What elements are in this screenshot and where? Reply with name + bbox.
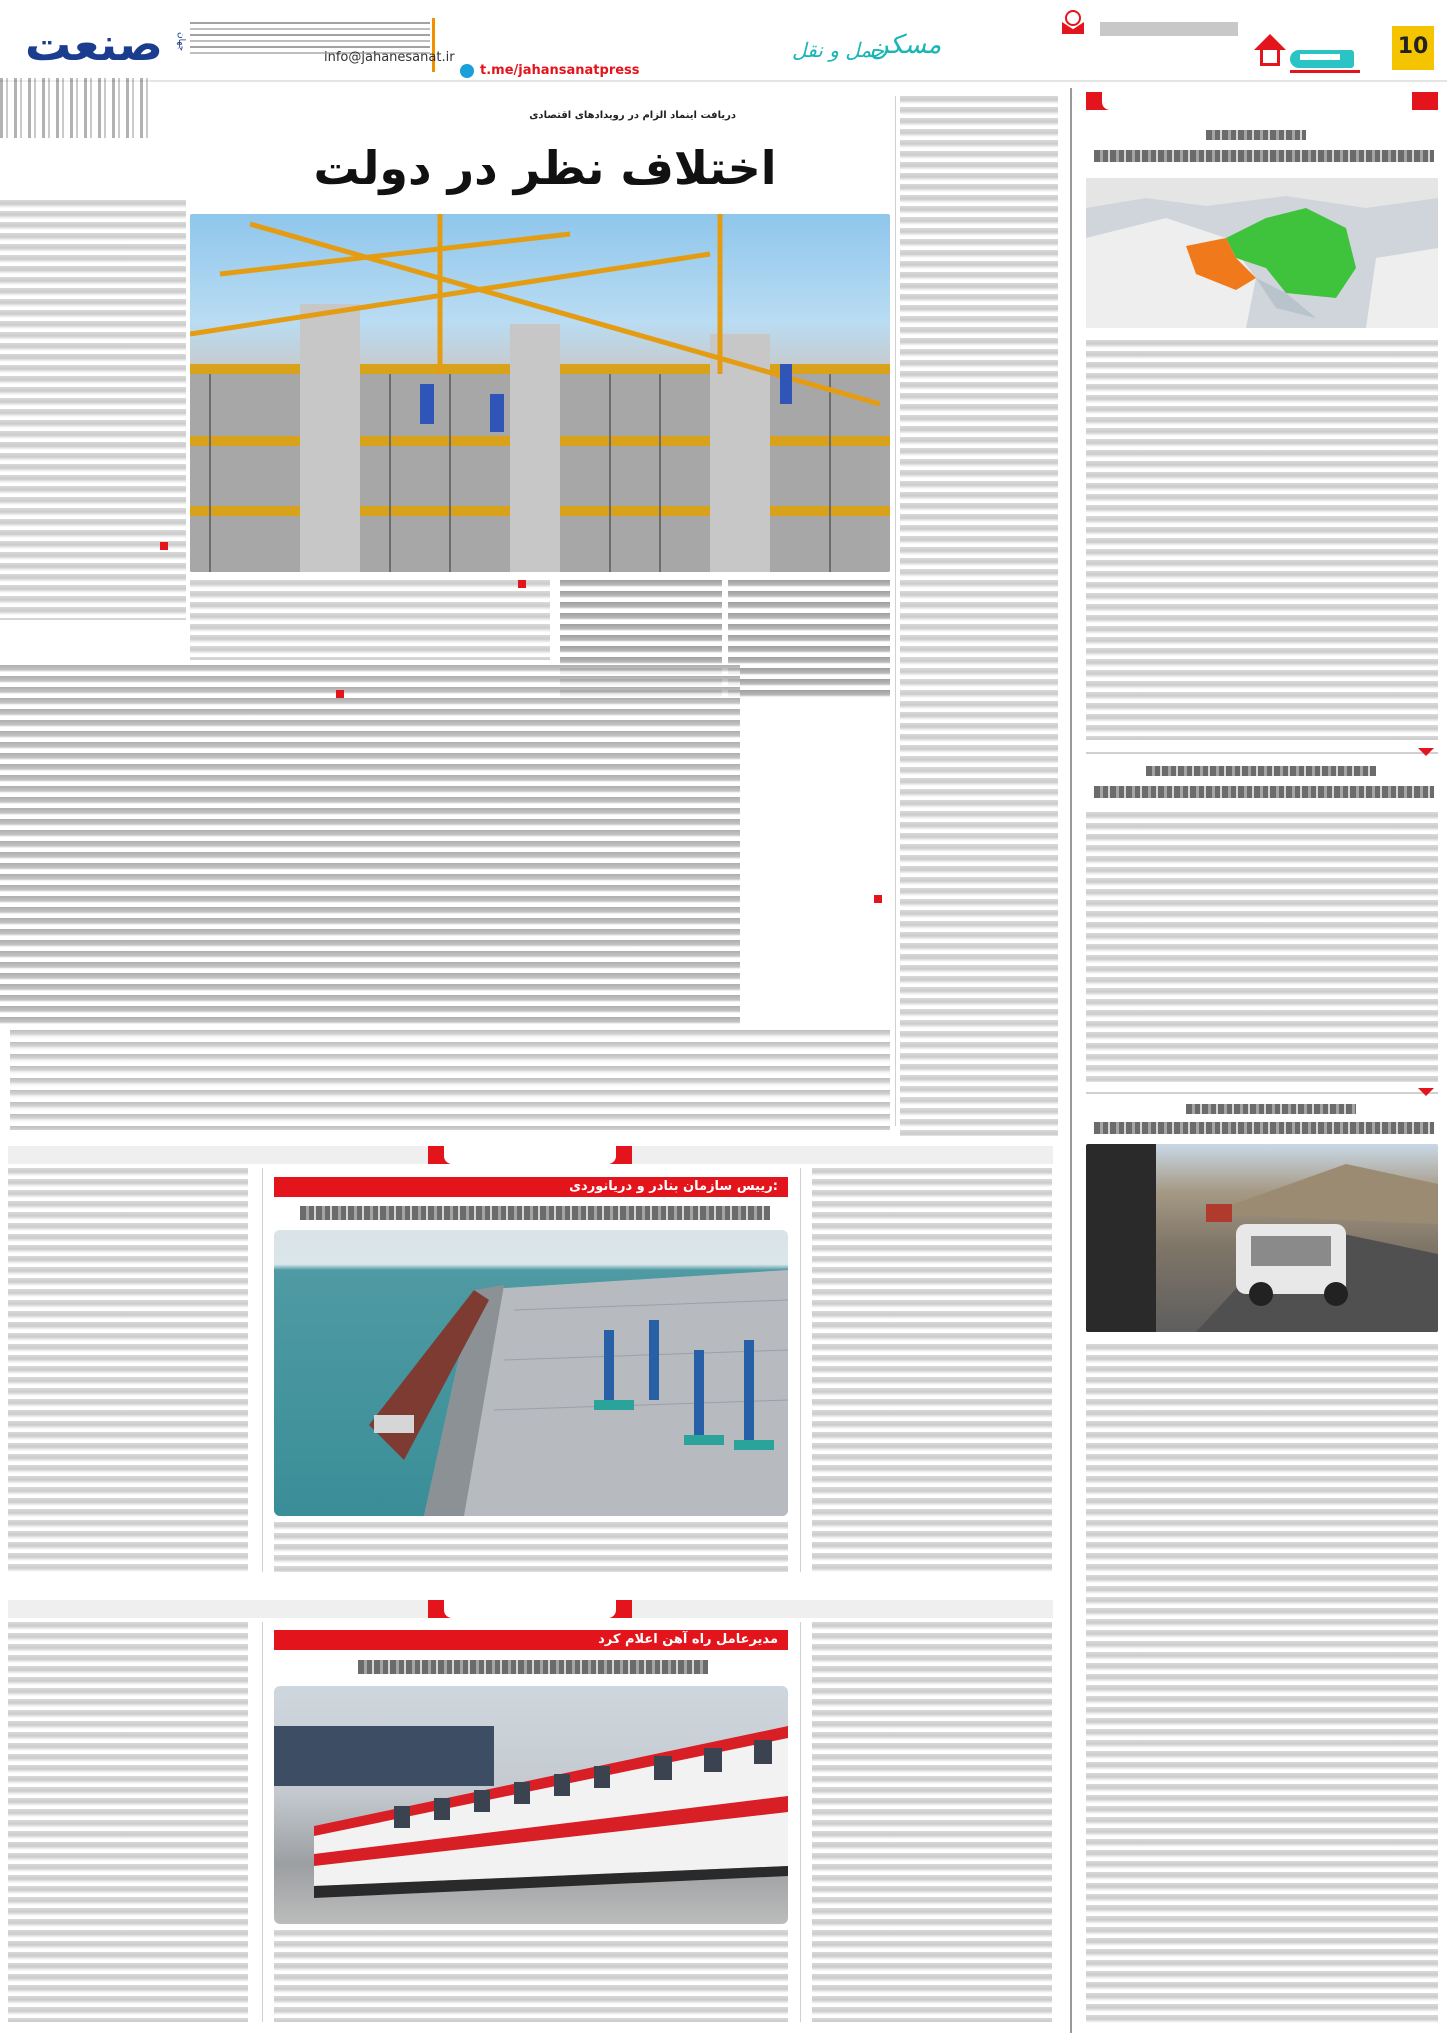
telegram-link[interactable]: t.me/jahansanatpress (480, 63, 640, 78)
sidebar-block-3-rule (1086, 1092, 1438, 1094)
column-rule (262, 1622, 263, 2022)
sidebar-block-1-headline (1094, 150, 1434, 162)
ports-body-col-2 (812, 1168, 1052, 1572)
bullet-marker (518, 580, 526, 588)
accident-photo (1086, 1144, 1438, 1332)
map-illustration (1086, 178, 1438, 328)
bullet-marker (336, 690, 344, 698)
lead-body-torn-block (0, 665, 740, 1025)
lead-kicker: دریافت اینماد الزام در رویدادهای اقتصادی (529, 110, 736, 121)
header-blurred-text (1100, 22, 1238, 36)
ports-body-col-3 (274, 1522, 788, 1572)
page-number-tab (1392, 26, 1434, 70)
ports-kicker: رییس سازمان بنادر و دریانوردی: (274, 1177, 788, 1197)
rail-section-tab-inner (444, 1600, 616, 1618)
rail-kicker: مدیرعامل راه آهن اعلام کرد (274, 1630, 788, 1650)
rail-body-col-2 (812, 1622, 1052, 2022)
bullet-marker (160, 542, 168, 550)
sidebar-block-1-header-inner (1102, 92, 1412, 110)
logo-text: صنعت (25, 17, 163, 71)
section-label: مسکن (870, 30, 942, 60)
email-icon (1062, 10, 1084, 34)
sidebar-block-3-body (1086, 1344, 1438, 2024)
lead-body-col-right (900, 96, 1058, 1136)
section-label-2: حمل و نقل (792, 38, 885, 62)
section-brand (780, 24, 960, 74)
construction-illustration (190, 214, 890, 572)
logo (14, 16, 186, 76)
column-rule (895, 96, 896, 1126)
ports-body-col-1 (8, 1168, 248, 1572)
lead-body-col-4 (190, 580, 550, 660)
page-number: 10 (1397, 34, 1429, 59)
accident-illustration (1086, 1144, 1438, 1332)
email-address[interactable]: info@jahanesanat.ir (324, 50, 455, 65)
rail-body-col-3 (274, 1930, 788, 2022)
column-rule (262, 1168, 263, 1572)
sidebar-block-1-kicker (1206, 130, 1306, 140)
train-illustration (274, 1686, 788, 1924)
ports-headline (300, 1206, 770, 1220)
sidebar-block-1-body (1086, 340, 1438, 740)
column-rule (800, 1168, 801, 1572)
lead-body-col-2 (728, 580, 890, 700)
sidebar-block-2-kicker (1146, 766, 1376, 776)
column-rule (800, 1622, 801, 2022)
sidebar-block-2-headline (1094, 786, 1434, 798)
sidebar-block-2-rule (1086, 752, 1438, 754)
ports-section-tab-inner (444, 1146, 616, 1164)
sidebar-block-3-kicker (1186, 1104, 1356, 1114)
logo-subtext: جهان (176, 32, 186, 52)
contact-box (324, 50, 644, 80)
column-rule (1070, 88, 1072, 2033)
header-rule (0, 80, 1447, 82)
sidebar-block-2-body (1086, 812, 1438, 1082)
train-icon (1290, 48, 1360, 74)
ghost-headline (0, 78, 150, 138)
masthead (0, 0, 1447, 80)
map-figure (1086, 178, 1438, 328)
sidebar-block-3-headline (1094, 1122, 1434, 1134)
construction-photo (190, 214, 890, 572)
lead-headline: اختلاف نظر در دولت (313, 141, 777, 195)
bullet-marker (874, 895, 882, 903)
port-illustration (274, 1230, 788, 1516)
rail-body-col-1 (8, 1622, 248, 2022)
sidebar (1086, 88, 1438, 2028)
train-photo (274, 1686, 788, 1924)
telegram-icon (460, 64, 474, 78)
lead-body-left-fragment (0, 200, 186, 620)
rail-headline (358, 1660, 708, 1674)
house-icon (1252, 34, 1288, 70)
lead-body-bottom-cols (10, 1030, 890, 1130)
port-photo (274, 1230, 788, 1516)
